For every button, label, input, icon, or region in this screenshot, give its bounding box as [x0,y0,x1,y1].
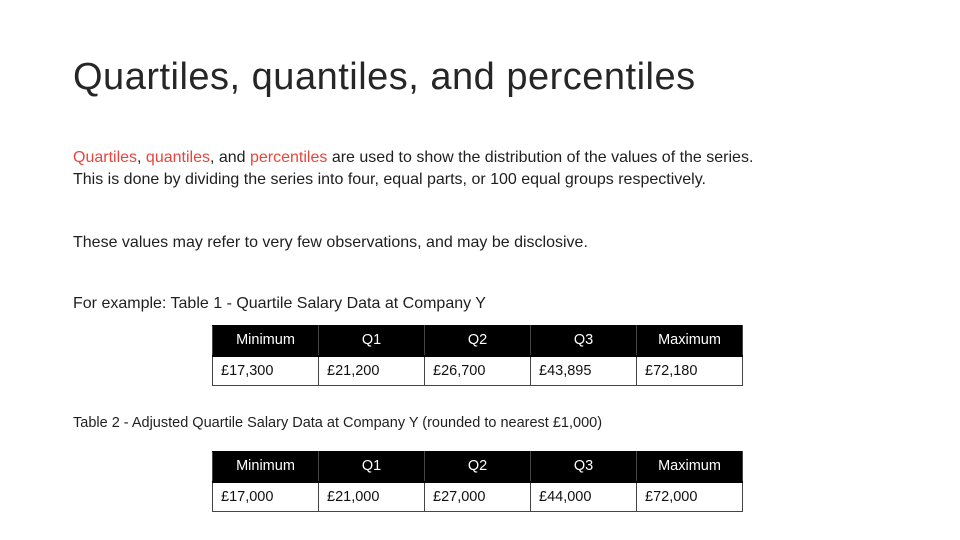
table2-value-q1: £21,000 [319,482,425,512]
table1-header-maximum: Maximum [637,326,743,356]
intro-rest-line-1: are used to show the distribution of the values of the series. [327,149,754,166]
table2-header-q1: Q1 [319,452,425,482]
table1-header-q1: Q1 [319,326,425,356]
table2-value-maximum: £72,000 [637,482,743,512]
intro-separator-2: , and [209,149,250,166]
table1-header-minimum: Minimum [213,326,319,356]
table2-value-minimum: £17,000 [213,482,319,512]
table1-header-q2: Q2 [425,326,531,356]
table2-value-q2: £27,000 [425,482,531,512]
intro-separator-1: , [137,149,146,166]
table2-header-maximum: Maximum [637,452,743,482]
disclosure-note: These values may refer to very few observations, and may be disclosive. [73,234,588,251]
term-quantiles: quantiles [145,149,210,166]
table1-caption: For example: Table 1 - Quartile Salary Data at Company Y [73,295,486,312]
table2-value-row [213,482,743,512]
term-quartiles: Quartiles [73,149,138,166]
table1-value-q1: £21,200 [319,356,425,386]
table1-value-row [213,356,743,386]
table2-value-q3: £44,000 [531,482,637,512]
table1-value-minimum: £17,300 [213,356,319,386]
table1-header-q3: Q3 [531,326,637,356]
table2-adjusted-quartile-salary [212,451,743,512]
table1-value-q3: £43,895 [531,356,637,386]
term-percentiles: percentiles [250,149,328,166]
table1-quartile-salary [212,325,743,386]
table1-value-maximum: £72,180 [637,356,743,386]
table2-header-row [213,452,743,482]
table2-header-q2: Q2 [425,452,531,482]
table1-value-q2: £26,700 [425,356,531,386]
intro-paragraph [73,147,753,191]
table2-caption: Table 2 - Adjusted Quartile Salary Data at Company Y (rounded to nearest £1,000) [73,415,603,431]
table1-header-row [213,326,743,356]
intro-line-2: This is done by dividing the series into four, equal parts, or 100 equal groups respectively. [73,171,706,188]
slide-title: Quartiles, quantiles, and percentiles [73,56,696,98]
table2-header-minimum: Minimum [213,452,319,482]
table2-header-q3: Q3 [531,452,637,482]
